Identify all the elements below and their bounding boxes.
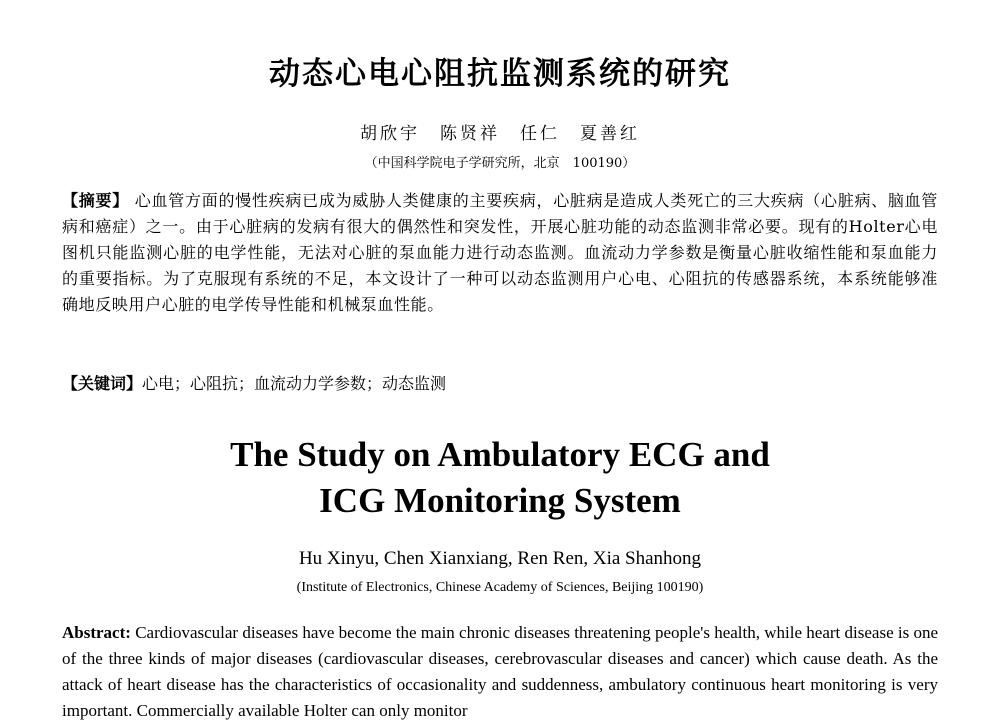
chinese-keywords-text: 心电；心阻抗；血流动力学参数；动态监测 [142,374,447,393]
english-authors: Hu Xinyu, Chen Xianxiang, Ren Ren, Xia Shanhong [298,548,702,569]
chinese-abstract [62,188,938,318]
chinese-affiliation: （中国科学院电子学研究所，北京 100190） [364,156,636,171]
chinese-abstract-label: 【摘要】 [62,191,129,210]
english-affiliation: (Institute of Electronics, Chinese Academy of Sciences, Beijing 100190) [296,580,704,595]
english-abstract-label: Abstract: [62,623,131,642]
chinese-keywords-label: 【关键词】 [62,374,143,393]
chinese-authors: 胡欣宇 陈贤祥 任仁 夏善红 [360,124,640,144]
english-abstract [62,620,938,724]
english-title-line-1: The Study on Ambulatory ECG and [230,435,770,474]
english-abstract-text: Cardiovascular diseases have become the main chronic diseases threatening people's health, while heart disease is one of the three kinds of major diseases (cardiovascular diseases, cerebrovascular diseases and cancer) which cause death. As the attack of heart disease has the characteristics of occasionality and suddenness, ambulatory continuous heart monitoring is very important. Commercially available Holter can only monitor [62,623,939,720]
chinese-abstract-text: 心血管方面的慢性疾病已成为威胁人类健康的主要疾病，心脏病是造成人类死亡的三大疾病（心脏病、脑血管病和癌症）之一。由于心脏病的发病有很大的偶然性和突发性，开展心脏功能的动态监测非常必要。现有的Holter心电图机只能监测心脏的电学性能，无法对心脏的泵血能力进行动态监测。血流动力学参数是衡量心脏收缩性能和泵血能力的重要指标。为了克服现有系统的不足，本文设计了一种可以动态监测用户心电、心阻抗的传感器系统，本系统能够准确地反映用户心脏的电学传导性能和机械泵血性能。 [62,191,938,314]
chinese-title: 动态心电心阻抗监测系统的研究 [269,56,731,92]
chinese-keywords [62,371,938,397]
english-title [0,432,1000,524]
english-title-line-2: ICG Monitoring System [319,481,681,520]
